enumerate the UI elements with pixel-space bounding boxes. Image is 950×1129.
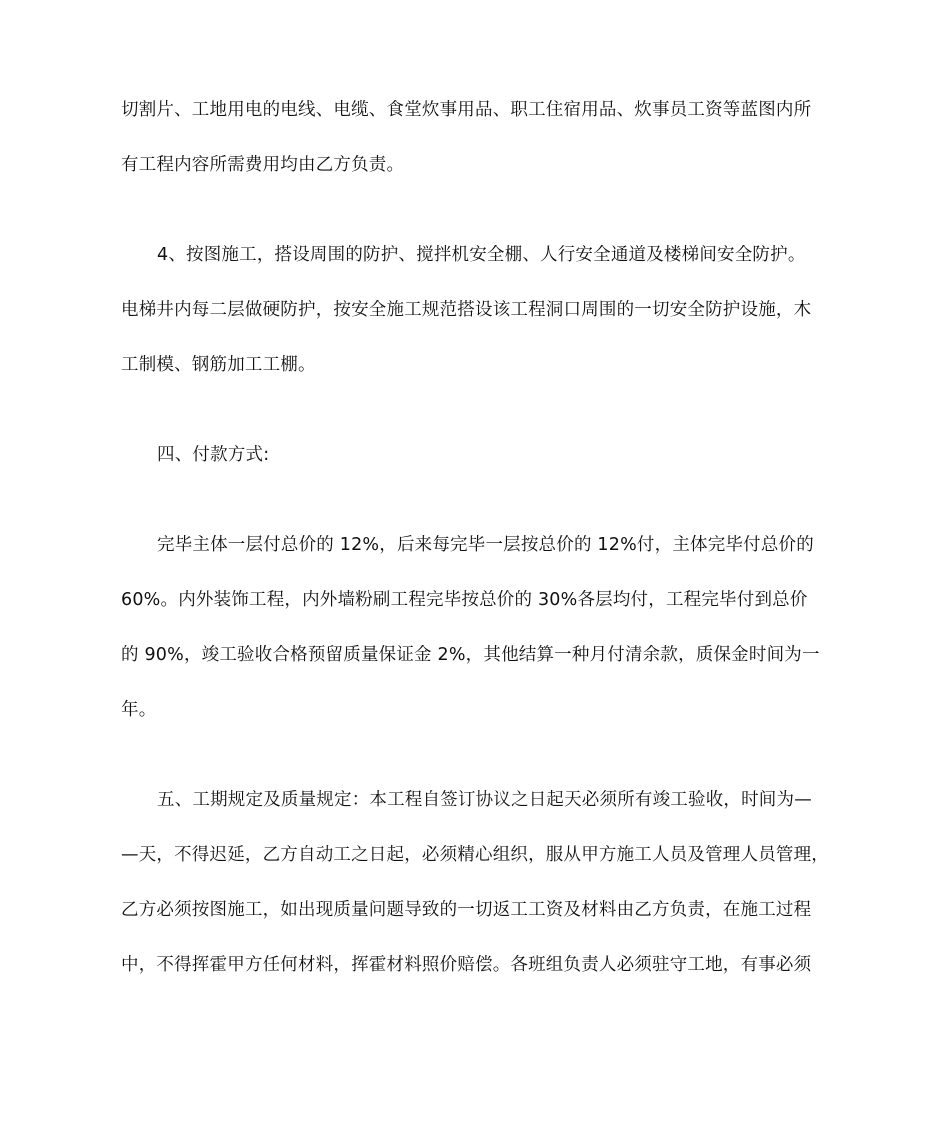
text-line-1: 切割片、工地用电的电线、电缆、食堂炊事用品、职工住宿用品、炊事员工资等蓝图内所 [121,100,812,120]
text-line-3: 4、按图施工，搭设周围的防护、搅拌机安全棚、人行安全通道及楼梯间安全防护。 [157,245,806,265]
text-line-14: 中，不得挥霍甲方任何材料，挥霍材料照价赔偿。各班组负责人必须驻守工地，有事必须 [121,955,812,975]
text-line-8: 60%。内外装饰工程，内外墙粉刷工程完毕按总价的 30%各层均付，工程完毕付到总价 [121,590,808,610]
text-line-12: —天，不得迟延，乙方自动工之日起，必须精心组织，服从甲方施工人员及管理人员管理， [121,845,829,865]
section-heading-payment: 四、付款方式: [157,445,270,465]
text-line-13: 乙方必须按图施工，如出现质量问题导致的一切返工工资及材料由乙方负责，在施工过程 [121,900,812,920]
text-line-9: 的 90%，竣工验收合格预留质量保证金 2%，其他结算一种月付清余款，质保金时间为一 [121,645,820,665]
text-line-11: 五、工期规定及质量规定：本工程自签订协议之日起天必须所有竣工验收，时间为— [157,790,812,810]
text-line-4: 电梯井内每二层做硬防护，按安全施工规范搭设该工程洞口周围的一切安全防护设施，木 [121,300,812,320]
text-line-10: 年。 [121,700,157,720]
text-line-5: 工制模、钢筋加工工棚。 [121,355,316,375]
text-line-2: 有工程内容所需费用均由乙方负责。 [121,155,405,175]
text-line-7: 完毕主体一层付总价的 12%，后来每完毕一层按总价的 12%付，主体完毕付总价的 [157,535,814,555]
